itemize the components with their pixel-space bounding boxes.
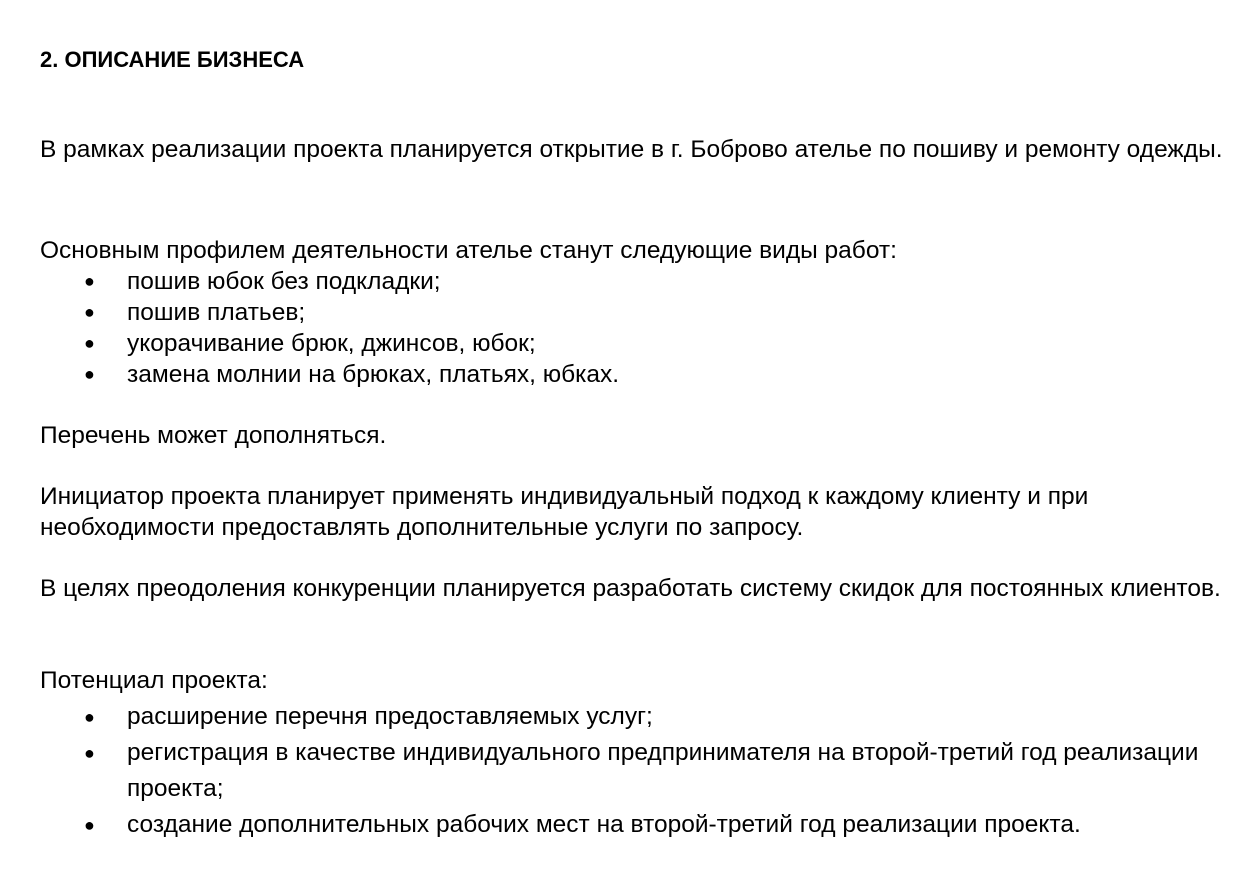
- list-item-text: создание дополнительных рабочих мест на второй-третий год реализации проекта.: [127, 811, 1081, 838]
- bullet-icon: ●: [84, 815, 95, 835]
- list-item: [40, 807, 1207, 843]
- list-item: [40, 266, 1207, 297]
- section-heading: 2. ОПИСАНИЕ БИЗНЕСА: [40, 47, 305, 72]
- services-list: [40, 266, 1207, 390]
- list-item-text: пошив платьев;: [127, 299, 306, 326]
- paragraph-potential-lead: Потенциал проекта:: [40, 667, 268, 694]
- paragraph-profile-lead: Основным профилем деятельности ателье станут следующие виды работ:: [40, 237, 897, 264]
- bullet-icon: ●: [84, 743, 95, 763]
- list-item-text: укорачивание брюк, джинсов, юбок;: [127, 330, 536, 357]
- paragraph-initiator: Инициатор проекта планирует применять индивидуальный подход к каждому клиенту и при необходимости предоставлять дополнительные услуги по запросу.: [40, 483, 1089, 541]
- bullet-icon: ●: [84, 364, 95, 384]
- bullet-icon: ●: [84, 707, 95, 727]
- list-item: [40, 359, 1207, 390]
- list-item-text: пошив юбок без подкладки;: [127, 268, 441, 295]
- list-item-text: регистрация в качестве индивидуального предпринимателя на второй-третий год реализации проекта;: [127, 739, 1199, 802]
- paragraph-intro: В рамках реализации проекта планируется открытие в г. Боброво ателье по пошиву и ремонту одежды.: [40, 136, 1223, 163]
- list-item: [40, 735, 1207, 807]
- list-item: [40, 297, 1207, 328]
- bullet-icon: ●: [84, 302, 95, 322]
- potential-list: [40, 699, 1207, 843]
- paragraph-extensible: Перечень может дополняться.: [40, 422, 387, 449]
- list-item-text: замена молнии на брюках, платьях, юбках.: [127, 361, 620, 388]
- paragraph-competition: В целях преодоления конкуренции планируется разработать систему скидок для постоянных клиентов.: [40, 575, 1221, 602]
- list-item-text: расширение перечня предоставляемых услуг;: [127, 703, 653, 730]
- bullet-icon: ●: [84, 271, 95, 291]
- bullet-icon: ●: [84, 333, 95, 353]
- list-item: [40, 699, 1207, 735]
- list-item: [40, 328, 1207, 359]
